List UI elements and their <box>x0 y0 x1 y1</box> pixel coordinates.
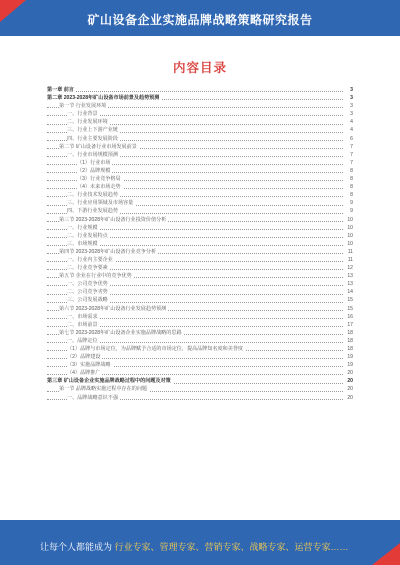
toc-entry-title: 一、品牌战略意识不强 <box>67 394 118 401</box>
toc-entry[interactable] <box>47 167 353 175</box>
toc-entry-page: 18 <box>347 337 353 344</box>
toc-entry-page: 20 <box>347 394 353 401</box>
toc-entry[interactable] <box>47 288 353 296</box>
toc-entry-title: 第五节 企业在行业中的竞争优势 <box>59 273 132 280</box>
toc-entry[interactable] <box>47 240 353 248</box>
toc-entry-title: 三、公司发展战略 <box>67 297 108 304</box>
toc-entry-title: 三、行业上下游产业链 <box>67 127 118 134</box>
toc-entry-title: 二、行业竞争要素 <box>67 265 108 272</box>
toc-entry-title: 一、公司竞争优势 <box>67 281 108 288</box>
toc-entry-page: 18 <box>347 329 353 336</box>
toc-entry-page: 3 <box>350 95 353 102</box>
toc-entry[interactable] <box>47 305 353 313</box>
toc-entry[interactable] <box>47 345 353 353</box>
toc-entry-page: 7 <box>350 151 353 158</box>
toc-entry-title: （3）实施品牌战略 <box>67 362 111 369</box>
toc-entry[interactable] <box>47 110 353 118</box>
footer-slogan-roles: 行业专家、管理专家、营销专家、战略专家、运营专家…… <box>114 542 349 552</box>
toc-entry-title: 第三章 矿山设备企业实施品牌战略过程中的问题及对策 <box>47 378 171 385</box>
toc-entry-page: 3 <box>350 87 353 93</box>
toc-entry[interactable] <box>47 337 353 345</box>
toc-entry-title: 三、行业应用领域及市场容量 <box>67 200 134 207</box>
toc-entry-page: 11 <box>347 248 353 255</box>
toc-entry-title: （4）品牌推广 <box>67 370 101 377</box>
toc-entry[interactable] <box>47 86 353 94</box>
toc-entry-page: 4 <box>350 119 353 126</box>
toc-entry-page: 17 <box>347 321 353 328</box>
header-banner <box>0 0 400 36</box>
toc-entry[interactable] <box>47 377 353 385</box>
toc-entry-title: 二、行业发展特点 <box>67 232 108 239</box>
toc-entry[interactable] <box>47 248 353 256</box>
toc-entry[interactable] <box>47 369 353 377</box>
toc-entry[interactable] <box>47 280 353 288</box>
toc-entry-title: （2）品牌规模 <box>77 167 111 174</box>
toc-entry-title: 第二节 矿山设备行业市场发展前景 <box>59 143 137 150</box>
toc-entry-page: 18 <box>347 346 353 352</box>
toc-entry-title: 第四节 2023-2028年矿山设备行业竞争分析 <box>59 248 157 255</box>
toc-entry-title: 第七节 2023-2028年矿山设备企业实施品牌战略的思路 <box>59 329 182 336</box>
toc-entry-title: 第三节 2023-2028年矿山设备行业投资价值分析 <box>59 216 167 223</box>
toc-entry[interactable] <box>47 135 353 143</box>
toc-entry-page: 20 <box>347 370 353 377</box>
footer-banner <box>0 520 400 565</box>
toc-entry[interactable] <box>47 183 353 191</box>
toc-heading: 内容目录 <box>172 61 227 75</box>
toc-entry[interactable] <box>47 329 353 337</box>
toc-entry[interactable] <box>47 159 353 167</box>
toc-entry-page: 15 <box>347 305 353 312</box>
toc-entry[interactable] <box>47 385 353 393</box>
toc-entry[interactable] <box>47 313 353 321</box>
toc-entry[interactable] <box>47 175 353 183</box>
toc-entry-title: 一、行业背景 <box>67 111 98 118</box>
toc-entry[interactable] <box>47 256 353 264</box>
toc-entry-title: 第一节 行业发展环境 <box>59 103 107 110</box>
toc-entry-title: 四、下游行业发展趋势 <box>67 208 118 215</box>
toc-entry-page: 3 <box>350 111 353 118</box>
toc-entry-page: 13 <box>347 273 353 280</box>
toc-entry-page: 16 <box>347 313 353 320</box>
toc-entry-title: （1）品牌与市场定位，为品牌赋予合适的市场定位，提高品牌知名度和美誉度 <box>67 346 244 352</box>
toc-entry-title: 二、公司竞争劣势 <box>67 289 108 296</box>
toc-entry[interactable] <box>47 264 353 272</box>
toc-entry-page: 7 <box>350 143 353 150</box>
toc-entry-page: 20 <box>347 378 353 385</box>
table-of-contents <box>47 86 353 402</box>
toc-entry[interactable] <box>47 361 353 369</box>
toc-entry-title: 三、市场规模 <box>67 240 98 247</box>
toc-entry[interactable] <box>47 126 353 134</box>
toc-entry-page: 8 <box>350 176 353 183</box>
toc-entry-page: 11 <box>347 256 353 263</box>
footer-slogan <box>40 540 349 553</box>
footer-red-accent <box>372 543 400 565</box>
toc-leader-dots <box>47 91 343 92</box>
footer-slogan-lead: 让每个人都能成为 <box>40 542 113 552</box>
toc-entry[interactable] <box>47 199 353 207</box>
toc-entry-title: 一、品牌定位 <box>67 337 98 344</box>
toc-entry-page: 13 <box>347 281 353 288</box>
toc-entry-title: 二、市场前景 <box>67 321 98 328</box>
toc-entry-title: 第六节 2023-2028年矿山设备行业发展趋势预测 <box>59 305 167 312</box>
toc-entry-page: 8 <box>350 184 353 191</box>
toc-entry-page: 15 <box>347 297 353 304</box>
page-header-title: 矿山设备企业实施品牌战略策略研究报告 <box>87 13 313 27</box>
toc-entry[interactable] <box>47 296 353 304</box>
toc-entry[interactable] <box>47 94 353 102</box>
toc-entry[interactable] <box>47 232 353 240</box>
toc-entry-title: 一、行业规模 <box>67 224 98 231</box>
toc-entry[interactable] <box>47 321 353 329</box>
toc-entry-title: 一、行业内主要企业 <box>67 256 113 263</box>
toc-entry-page: 9 <box>350 208 353 215</box>
toc-entry-page: 10 <box>347 240 353 247</box>
toc-entry-title: （3）行业竞争格局 <box>77 176 121 183</box>
toc-entry-title: 二、行业技术发展趋势 <box>67 192 118 199</box>
toc-entry-title: （4）未来市场走势 <box>77 184 121 191</box>
toc-entry[interactable] <box>47 224 353 232</box>
toc-entry[interactable] <box>47 118 353 126</box>
toc-entry-page: 20 <box>347 386 353 393</box>
toc-entry-title: （1）行业市场 <box>77 159 111 166</box>
toc-entry-page: 7 <box>350 159 353 166</box>
toc-entry-title: 四、行业主要发展阶段 <box>67 135 118 142</box>
toc-entry[interactable] <box>47 143 353 151</box>
toc-entry-page: 14 <box>347 289 353 296</box>
toc-entry-title: 一、行业市场规模预测 <box>67 151 118 158</box>
toc-entry[interactable] <box>47 394 353 402</box>
toc-entry-title: 第一章 前言 <box>47 87 74 93</box>
toc-entry-page: 12 <box>347 265 353 272</box>
toc-entry-page: 6 <box>350 135 353 142</box>
toc-entry-page: 10 <box>347 216 353 223</box>
toc-entry-page: 8 <box>350 167 353 174</box>
toc-entry-title: （2）品牌建设 <box>67 354 101 361</box>
toc-entry-title: 第一节 品牌战略实施过程中存在的问题 <box>59 386 148 393</box>
toc-entry[interactable] <box>47 191 353 199</box>
toc-entry-title: 一、市场需求 <box>67 313 98 320</box>
toc-entry-title: 二、行业发展环境 <box>67 119 108 126</box>
toc-entry-page: 19 <box>347 362 353 369</box>
toc-entry[interactable] <box>47 216 353 224</box>
toc-entry-page: 19 <box>347 354 353 361</box>
toc-entry-title: 第二章 2023-2028年矿山设备市场前景及趋势预测 <box>47 95 160 102</box>
toc-entry[interactable] <box>47 207 353 215</box>
toc-entry[interactable] <box>47 272 353 280</box>
toc-entry-page: 10 <box>347 224 353 231</box>
toc-entry[interactable] <box>47 353 353 361</box>
toc-entry[interactable] <box>47 102 353 110</box>
toc-entry[interactable] <box>47 151 353 159</box>
toc-entry-page: 3 <box>350 103 353 110</box>
toc-entry-page: 8 <box>350 192 353 199</box>
toc-entry-page: 10 <box>347 232 353 239</box>
toc-entry-page: 4 <box>350 127 353 134</box>
toc-entry-page: 9 <box>350 200 353 207</box>
